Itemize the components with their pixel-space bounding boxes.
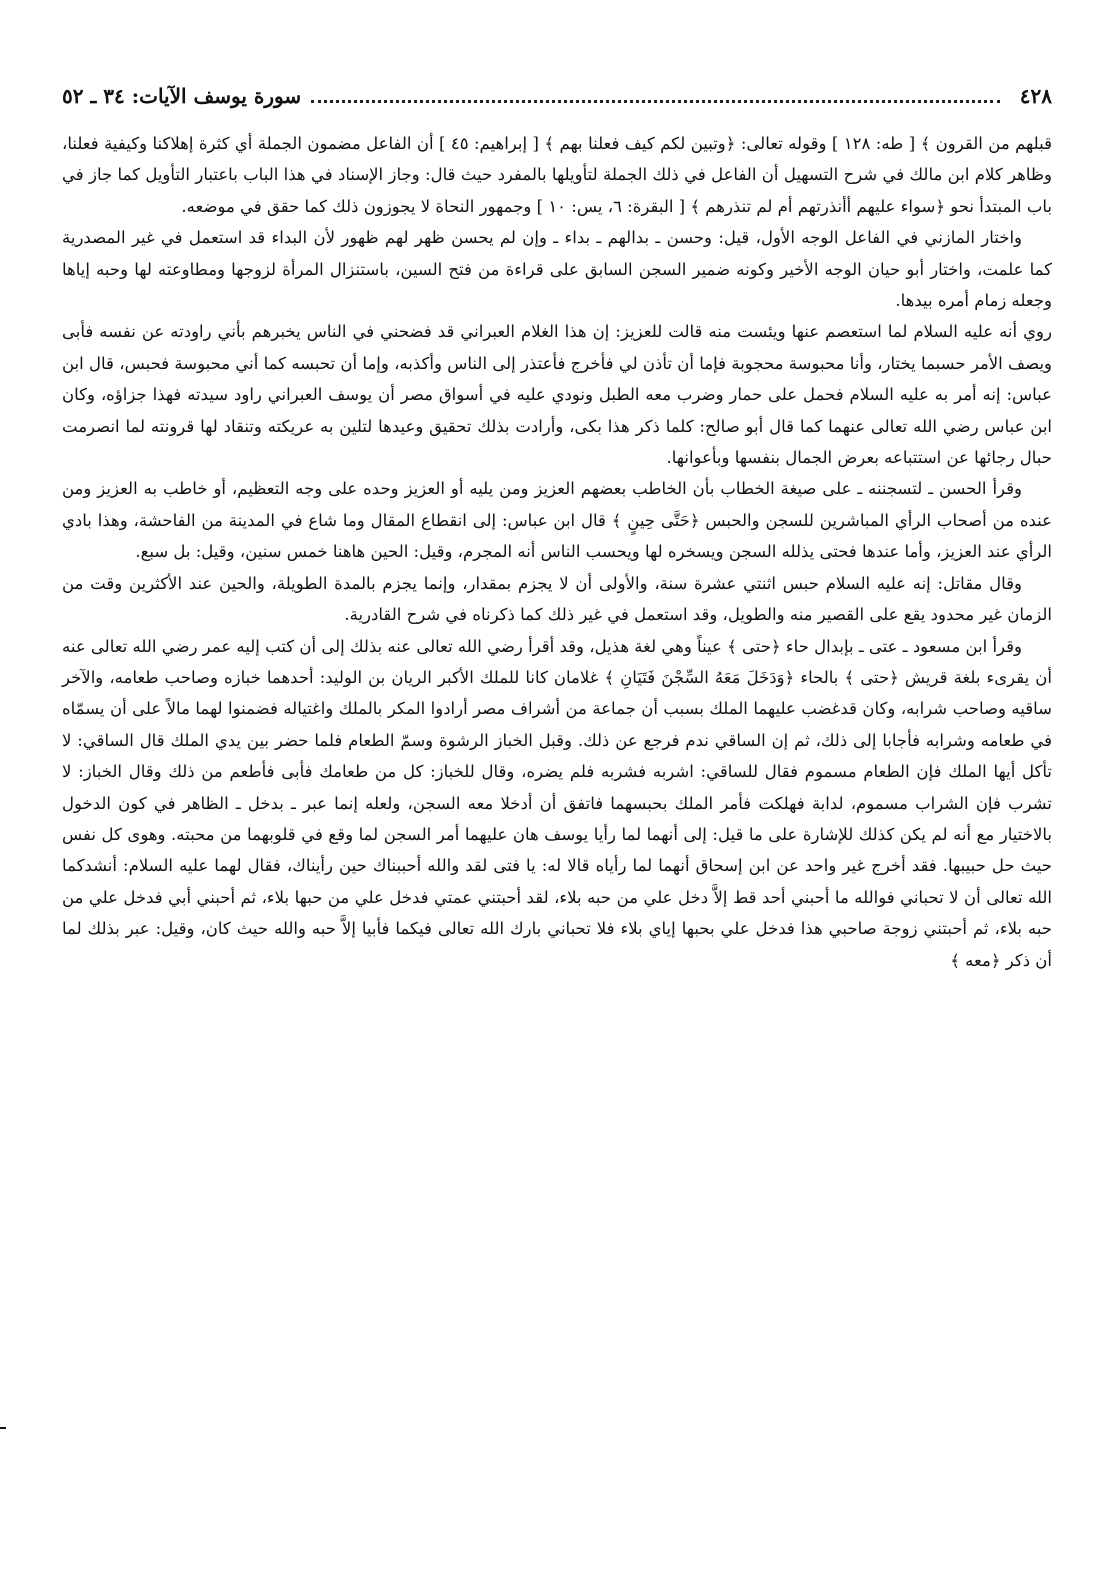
header-title: سورة يوسف الآيات: ٣٤ ـ ٥٢ — [62, 84, 302, 108]
body-text — [62, 128, 1052, 976]
paragraph: وقرأ الحسن ـ لتسجننه ـ على صيغة الخطاب بأن الخاطب بعضهم العزيز ومن يليه أو العزيز وحده على وجه التعظيم، أو خاطب به العزيز ومن عنده من أصحاب الرأي المباشرين للسجن والحبس ﴿حَتَّى حِينٍ ﴾ قال ابن عباس: إلى انقطاع المقال وما شاع في المدينة من الفاحشة، وهذا بادي الرأي عند العزيز، وأما عندها فحتى يذلله السجن ويسخره لها ويحسب الناس أنه المجرم، وقيل: الحين هاهنا خمس سنين، وقيل: بل سبع. — [62, 479, 1052, 562]
paragraph: واختار المازني في الفاعل الوجه الأول، قيل: وحسن ـ بدالهم ـ بداء ـ وإن لم يحسن ظهر لهم ظهور لأن البداء قد استعمل في غير المصدرية كما علمت، واختار أبو حيان الوجه الأخير وكونه ضمير السجن السابق على قراءة من فتح السين، باستنزال المرأة لزوجها ومطاوعته لها وحبه إياها وجعله زمام أمره بيدها. — [62, 228, 1052, 311]
running-header — [62, 84, 1052, 120]
page-number: ٤٢٨ — [1019, 84, 1052, 108]
paragraph: وقال مقاتل: إنه عليه السلام حبس اثنتي عشرة سنة، والأولى أن لا يجزم بمقدار، وإنما يجزم بالمدة الطويلة، والحين عند الأكثرين وقت من الزمان غير محدود يقع على القصير منه والطويل، وقد استعمل في غير ذلك كما ذكرناه في شرح القادرية. — [62, 573, 1052, 625]
paragraph: قبلهم من القرون ﴾ [ طه: ١٢٨ ] وقوله تعالى: ﴿وتبين لكم كيف فعلنا بهم ﴾ [ إبراهيم: ٤٥ ] أن الفاعل مضمون الجملة أي كثرة إهلاكنا وكيفية فعلنا، وظاهر كلام ابن مالك في شرح التسهيل أن الفاعل في ذلك الجملة لتأويلها بالمفرد حيث قال: وجاز الإسناد في هذا الباب باعتبار التأويل كما جاز في باب المبتدأ نحو ﴿سواء عليهم أأنذرتهم أم لم تنذرهم ﴾ [ البقرة: ٦، يس: ١٠ ] وجمهور النحاة لا يجوزون ذلك كما حقق في موضعه. — [62, 134, 1052, 216]
page — [62, 84, 1052, 976]
paragraph: وقرأ ابن مسعود ـ عتى ـ بإبدال حاء ﴿حتى ﴾ عيناً وهي لغة هذيل، وقد أقرأ رضي الله تعالى عنه بذلك إلى أن كتب إليه عمر رضي الله تعالى عنه أن يقرىء بلغة قريش ﴿حتى ﴾ بالحاء ﴿وَدَخَلَ مَعَهُ السِّجْنَ فَتَيَانِ ﴾ غلامان كانا للملك الأكبر الريان بن الوليد: أحدهما خبازه وصاحب طعامه، والآخر ساقيه وصاحب شرابه، وكان قدغضب عليهما الملك بسبب أن جماعة من أشراف مصر أرادوا المكر بالملك واغتياله فضمنوا لهما مالاً على أن يسمّاه في طعامه وشرابه فأجابا إلى ذلك، ثم إن الساقي ندم فرجع عن ذلك. وقبل الخباز الرشوة وسمّ الطعام فلما حضر بين يدي الملك قال الساقي: لا تأكل أيها الملك فإن الطعام مسموم فقال للساقي: اشربه فشربه فلم يضره، وقال للخباز: كل من طعامك فأبى فأطعم من ذلك وقال الخباز: لا تشرب فإن الشراب مسموم، لدابة فهلكت فأمر الملك بحبسهما فاتفق أن أدخلا معه السجن، ولعله إنما عبر ـ بدخل ـ الظاهر في كون الدخول بالاختيار مع أنه لم يكن كذلك للإشارة على ما قيل: إلى أنهما لما رأيا يوسف هان عليهما أمر السجن لما وقع في قلوبهما من محبته. وهوى كل نفس حيث حل حبيبها. فقد أخرج غير واحد عن ابن إسحاق أنهما لما رأياه قالا له: يا فتى لقد والله أحببناك حين رأيناك، فقال لهما عليه السلام: أنشدكما الله تعالى أن لا تحباني فوالله ما أحبني أحد قط إلاَّ دخل علي من حبه بلاء، لقد أحبتني عمتي فدخل علي من حبها بلاء، ثم أحبني أبي فدخل علي من حبه بلاء، ثم أحبتني زوجة صاحبي هذا فدخل علي بحبها إياي بلاء فلا تحباني بارك الله تعالى فيكما فأبيا إلاَّ حبه والله حيث كان، وقيل: عبر بذلك لما أن ذكر ﴿معه ﴾ — [62, 636, 1052, 970]
paragraph: روي أنه عليه السلام لما استعصم عنها ويئست منه قالت للعزيز: إن هذا الغلام العبراني قد فضحني في الناس يخبرهم بأني راودته عن نفسه فأبى ويصف الأمر حسبما يختار، وأنا محبوسة محجوبة فإما أن تأذن لي فأخرج فأعتذر إلى الناس وأكذبه، وإما أن تحبسه كما أني محبوسة فحبس، قال ابن عباس: إنه أمر به عليه السلام فحمل على حمار وضرب معه الطبل ونودي عليه في أسواق مصر أن يوسف العبراني راود سيدته فهذا جزاؤه، وكان ابن عباس رضي الله تعالى عنهما كما قال أبو صالح: كلما ذكر هذا بكى، وأرادت بذلك تحقيق وعيدها لتلين به عريكته وتنقاد لها قرونته لما انصرمت حبال رجائها عن استتباعه بعرض الجمال بنفسها وبأعوانها. — [62, 322, 1052, 468]
header-leader-dots — [311, 99, 1000, 103]
margin-mark — [0, 1427, 6, 1429]
